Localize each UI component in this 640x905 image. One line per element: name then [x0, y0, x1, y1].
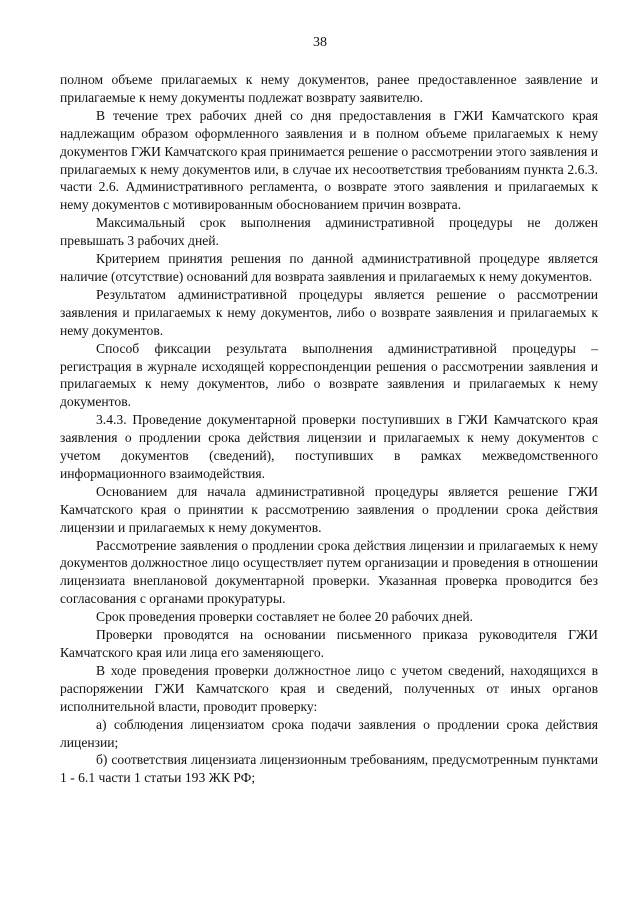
- paragraph-inspection-term: Срок проведения проверки составляет не более 20 рабочих дней.: [96, 609, 474, 625]
- paragraph-result: Результатом административной процедуры является решение о рассмотрении заявления и прилагаемых к нему документов, либо о возврате заявления и прилагаемых к нему документов.: [60, 286, 598, 338]
- list-item-b: б) соответствия лицензиата лицензионным требованиям, предусмотренным пунктами 1 - 6.1 части 1 статьи 193 ЖК РФ;: [60, 752, 598, 786]
- paragraph-continuation: полном объеме прилагаемых к нему документов, ранее предоставленное заявление и прилагаемые к нему документы подлежат возврату заявителю.: [60, 72, 598, 105]
- paragraph-inspection-order: Проверки проводятся на основании письменного приказа руководителя ГЖИ Камчатского края или лица его заменяющего.: [60, 627, 598, 660]
- paragraph-review: Рассмотрение заявления о продлении срока действия лицензии и прилагаемых к нему документов должностное лицо осуществляет путем организации и проведения в отношении лицензиата внеплановой документарной проверки. Указанная проверка проводится без согласования с органами прокуратуры.: [60, 537, 598, 607]
- paragraph-decision-deadline: В течение трех рабочих дней со дня предоставления в ГЖИ Камчатского края надлежащим образом оформленного заявления и в полном объеме прилагаемых к нему документов ГЖИ Камчатского края принимается решение о рассмотрении этого заявления и прилагаемых к нему документов или, в случае их несоответствия требованиям пункта 2.6.3. части 2.6. Административного регламента, о возврате этого заявления и прилагаемых к нему документов с мотивированным обоснованием причин возврата.: [60, 107, 598, 213]
- paragraph-recording-method: Способ фиксации результата выполнения административной процедуры – регистрация в журнале исходящей корреспонденции решения о рассмотрении заявления и прилагаемых к нему документов, либо о возврате заявления и прилагаемых к нему документов.: [60, 340, 598, 410]
- paragraph-inspection-scope: В ходе проведения проверки должностное лицо с учетом сведений, находящихся в распоряжении ГЖИ Камчатского края и сведений, полученных от иных органов исполнительной власти, проводит проверку:: [60, 662, 598, 714]
- document-body: [60, 71, 598, 787]
- paragraph-basis: Основанием для начала административной процедуры является решение ГЖИ Камчатского края о принятии к рассмотрению заявления о продлении срока действия лицензии и прилагаемых к нему документов.: [60, 483, 598, 535]
- paragraph-section-3-4-3: 3.4.3. Проведение документарной проверки поступивших в ГЖИ Камчатского края заявления о продлении срока действия лицензии и прилагаемых к нему документов с учетом документов (сведений), поступивших в рамках межведомственного информационного взаимодействия.: [60, 412, 598, 481]
- list-item-a: а) соблюдения лицензиатом срока подачи заявления о продлении срока действия лицензии;: [60, 716, 598, 750]
- page-number: 38: [313, 35, 327, 50]
- paragraph-max-duration: Максимальный срок выполнения административной процедуры не должен превышать 3 рабочих дней.: [60, 215, 598, 249]
- paragraph-decision-criterion: Критерием принятия решения по данной административной процедуре является наличие (отсутствие) оснований для возврата заявления и прилагаемых к нему документов.: [60, 251, 598, 284]
